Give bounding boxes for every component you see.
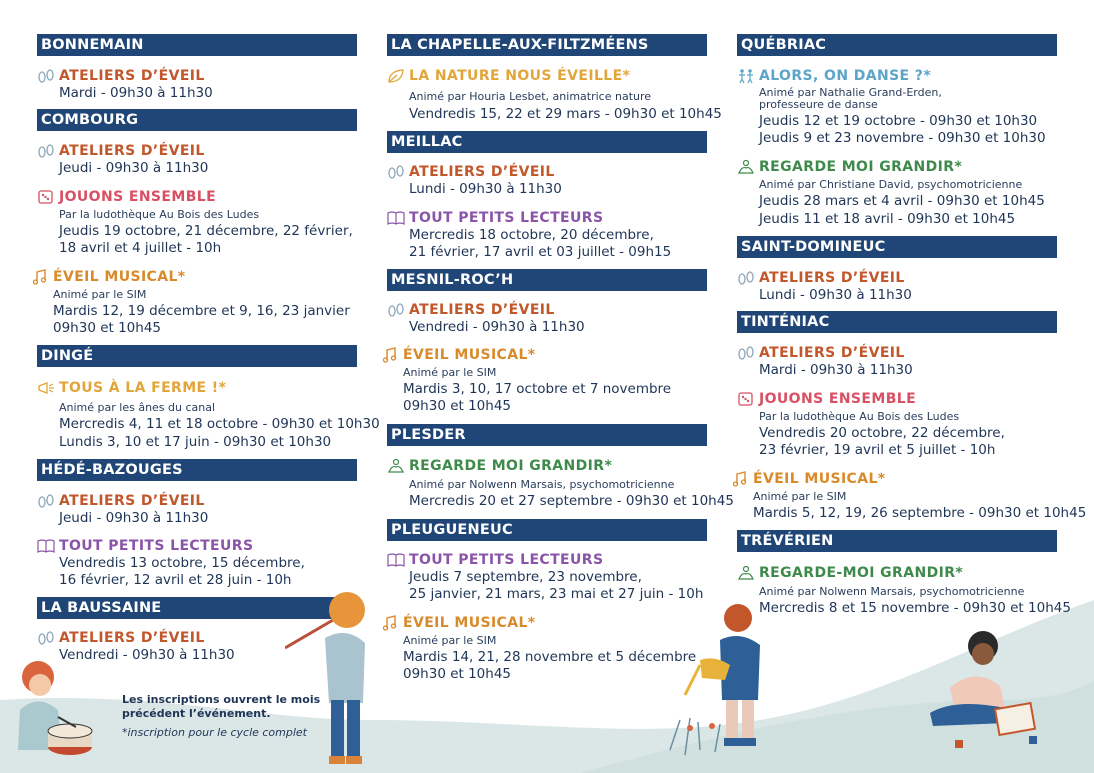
activity-title: JOUONS ENSEMBLE <box>59 189 217 205</box>
activity-title: REGARDE MOI GRANDIR* <box>759 159 963 175</box>
activity-title: ATELIERS D’ÉVEIL <box>759 270 905 286</box>
town-header-dinge: DINGÉ <box>37 345 357 367</box>
activity-dates: Jeudis 28 mars et 4 avril - 09h30 et 10h45 <box>759 193 1045 209</box>
activity-host: Par la ludothèque Au Bois des Ludes <box>59 208 260 221</box>
activity-dates: 09h30 et 10h45 <box>403 398 512 414</box>
town-header-la-chapelle-aux-filtzmeens: LA CHAPELLE-AUX-FILTZMÉENS <box>387 34 707 56</box>
activity-dates: Jeudis 7 septembre, 23 novembre, <box>409 569 642 585</box>
activity-title: ÉVEIL MUSICAL* <box>53 269 186 285</box>
activity-title: ALORS, ON DANSE ?* <box>759 68 932 84</box>
activity-dates: Vendredi - 09h30 à 11h30 <box>409 319 585 335</box>
town-header-plesder: PLESDER <box>387 424 707 446</box>
activity-host: Animé par Houria Lesbet, animatrice nature <box>409 90 652 103</box>
activity-host: Animé par le SIM <box>53 288 147 301</box>
activity-dates: Lundi - 09h30 à 11h30 <box>409 181 562 197</box>
activity-dates: 09h30 et 10h45 <box>403 666 512 682</box>
activity-dates: 25 janvier, 21 mars, 23 mai et 27 juin - 10h <box>409 586 704 602</box>
activity-dates: Mercredis 4, 11 et 18 octobre - 09h30 et 10h30 <box>59 416 380 432</box>
activity-host: Animé par le SIM <box>403 366 497 379</box>
activity-ateliers <box>37 143 357 179</box>
activity-dates: 18 avril et 4 juillet - 10h <box>59 240 222 256</box>
activity-host: Animé par Christiane David, psychomotricienne <box>759 178 1023 191</box>
music-note-icon <box>731 471 749 487</box>
activity-dates: 23 février, 19 avril et 5 juillet - 10h <box>759 442 996 458</box>
activity-regarde <box>387 458 734 512</box>
activity-dates: 16 février, 12 avril et 28 juin - 10h <box>59 572 292 588</box>
activity-musical <box>381 615 701 685</box>
activity-ateliers <box>737 270 1057 306</box>
activity-title: TOUT PETITS LECTEURS <box>409 210 604 226</box>
activity-musical <box>31 269 357 339</box>
town-header-bonnemain: BONNEMAIN <box>37 34 357 56</box>
activity-title: ATELIERS D’ÉVEIL <box>59 68 205 84</box>
child-puzzle-illustration <box>925 628 1055 758</box>
book-icon <box>37 538 55 554</box>
activity-dates: Lundi - 09h30 à 11h30 <box>759 287 912 303</box>
footprints-icon <box>737 270 755 286</box>
activity-title: REGARDE MOI GRANDIR* <box>409 458 613 474</box>
leaf-icon <box>387 68 405 84</box>
activity-lecteurs <box>37 538 357 590</box>
activity-ateliers <box>37 68 357 104</box>
dice-icon <box>737 391 755 407</box>
activity-host: Animé par Nolwenn Marsais, psychomotricienne <box>409 478 675 491</box>
activity-title: JOUONS ENSEMBLE <box>759 391 917 407</box>
child-drum-illustration <box>10 655 100 765</box>
child-watering-illustration <box>660 600 780 770</box>
activity-dates: Vendredis 20 octobre, 22 décembre, <box>759 425 1005 441</box>
town-header-la-baussaine: LA BAUSSAINE <box>37 597 337 619</box>
footprints-icon <box>387 302 405 318</box>
activity-dates: Jeudis 12 et 19 octobre - 09h30 et 10h30 <box>759 113 1038 129</box>
activity-danse <box>737 68 1057 152</box>
music-note-icon <box>381 615 399 631</box>
activity-ateliers <box>387 302 707 338</box>
activity-title: ATELIERS D’ÉVEIL <box>59 630 205 646</box>
book-icon <box>387 210 405 226</box>
footprints-icon <box>737 345 755 361</box>
activity-musical <box>731 471 1087 525</box>
activity-dates: Vendredis 13 octobre, 15 décembre, <box>59 555 305 571</box>
footprints-icon <box>387 164 405 180</box>
town-header-meillac: MEILLAC <box>387 131 707 153</box>
town-header-hede-bazouges: HÉDÉ-BAZOUGES <box>37 459 357 481</box>
activity-dates: Mercredis 8 et 15 novembre - 09h30 et 10h45 <box>759 600 1071 616</box>
activity-host: Animé par les ânes du canal <box>59 401 216 414</box>
activity-dates: 21 février, 17 avril et 03 juillet - 09h15 <box>409 244 672 260</box>
megaphone-icon <box>37 380 55 396</box>
footprints-icon <box>37 68 55 84</box>
activity-dates: Mardis 5, 12, 19, 26 septembre - 09h30 et 10h45 <box>753 505 1087 521</box>
dancers-icon <box>737 68 755 84</box>
activity-title: ÉVEIL MUSICAL* <box>403 347 536 363</box>
activity-dates: Mardi - 09h30 à 11h30 <box>59 85 213 101</box>
activity-dates: Mercredis 20 et 27 septembre - 09h30 et 10h45 <box>409 493 734 509</box>
registration-note: Les inscriptions ouvrent le mois <box>122 693 321 706</box>
child-play-icon <box>737 565 755 581</box>
registration-note: précédent l’événement. <box>122 707 271 720</box>
activity-regarde <box>737 565 1071 619</box>
book-icon <box>387 552 405 568</box>
activity-ateliers <box>387 164 707 200</box>
activity-host: Animé par le SIM <box>403 634 497 647</box>
activity-regarde <box>737 159 1057 229</box>
activity-title: ATELIERS D’ÉVEIL <box>759 345 905 361</box>
activity-title: ÉVEIL MUSICAL* <box>403 615 536 631</box>
activity-dates: Jeudi - 09h30 à 11h30 <box>59 160 209 176</box>
activity-jouons <box>737 391 1057 461</box>
town-header-pleugueneuc: PLEUGUENEUC <box>387 519 707 541</box>
activity-title: ÉVEIL MUSICAL* <box>753 471 886 487</box>
activity-dates: Vendredis 15, 22 et 29 mars - 09h30 et 10h45 <box>409 106 722 122</box>
activity-title: ATELIERS D’ÉVEIL <box>409 302 555 318</box>
activity-dates: Lundis 3, 10 et 17 juin - 09h30 et 10h30 <box>59 434 332 450</box>
town-header-quebriac: QUÉBRIAC <box>737 34 1057 56</box>
dice-icon <box>37 189 55 205</box>
activity-title: ATELIERS D’ÉVEIL <box>59 143 205 159</box>
footprints-icon <box>37 493 55 509</box>
activity-dates: Mardi - 09h30 à 11h30 <box>759 362 913 378</box>
activity-dates: Mercredis 18 octobre, 20 décembre, <box>409 227 654 243</box>
music-note-icon <box>31 269 49 285</box>
activity-dates: Jeudis 11 et 18 avril - 09h30 et 10h45 <box>759 211 1016 227</box>
child-play-icon <box>737 159 755 175</box>
activity-dates: Mardis 14, 21, 28 novembre et 5 décembre <box>403 649 697 665</box>
activity-ateliers <box>737 345 1057 381</box>
town-header-treverien: TRÉVÉRIEN <box>737 530 1057 552</box>
activity-host: Animé par Nathalie Grand-Erden, <box>759 86 942 99</box>
town-header-tinteniac: TINTÉNIAC <box>737 311 1057 333</box>
activity-title: TOUT PETITS LECTEURS <box>409 552 604 568</box>
activity-dates: Mardis 12, 19 décembre et 9, 16, 23 janvier <box>53 303 350 319</box>
activity-host: professeure de danse <box>759 98 878 111</box>
activity-nature <box>387 68 722 124</box>
activity-jouons <box>37 189 357 259</box>
activity-host: Animé par le SIM <box>753 490 847 503</box>
footprints-icon <box>37 630 55 646</box>
town-header-mesnil-roch: MESNIL-ROC’H <box>387 269 707 291</box>
music-note-icon <box>381 347 399 363</box>
activity-host: Animé par Nolwenn Marsais, psychomotricienne <box>759 585 1025 598</box>
activity-dates: Vendredi - 09h30 à 11h30 <box>59 647 235 663</box>
activity-lecteurs <box>387 210 707 262</box>
activity-host: Par la ludothèque Au Bois des Ludes <box>759 410 960 423</box>
activity-title: TOUS À LA FERME !* <box>59 380 227 396</box>
activity-dates: 09h30 et 10h45 <box>53 320 162 336</box>
town-header-saint-domineuc: SAINT-DOMINEUC <box>737 236 1057 258</box>
activity-title: TOUT PETITS LECTEURS <box>59 538 254 554</box>
footprints-icon <box>37 143 55 159</box>
activity-dates: Mardis 3, 10, 17 octobre et 7 novembre <box>403 381 672 397</box>
town-header-combourg: COMBOURG <box>37 109 357 131</box>
activity-dates: Jeudis 9 et 23 novembre - 09h30 et 10h30 <box>759 130 1046 146</box>
activity-dates: Jeudi - 09h30 à 11h30 <box>59 510 209 526</box>
activity-title: REGARDE-MOI GRANDIR* <box>759 565 964 581</box>
activity-ateliers <box>37 493 357 529</box>
activity-musical <box>381 347 707 417</box>
activity-lecteurs <box>387 552 707 604</box>
child-play-icon <box>387 458 405 474</box>
activity-dates: Jeudis 19 octobre, 21 décembre, 22 février, <box>59 223 353 239</box>
child-stick-illustration <box>285 588 375 773</box>
registration-footnote: *inscription pour le cycle complet <box>122 726 307 739</box>
activity-title: ATELIERS D’ÉVEIL <box>59 493 205 509</box>
activity-title: LA NATURE NOUS ÉVEILLE* <box>409 68 631 84</box>
activity-ferme <box>37 380 380 450</box>
activity-title: ATELIERS D’ÉVEIL <box>409 164 555 180</box>
